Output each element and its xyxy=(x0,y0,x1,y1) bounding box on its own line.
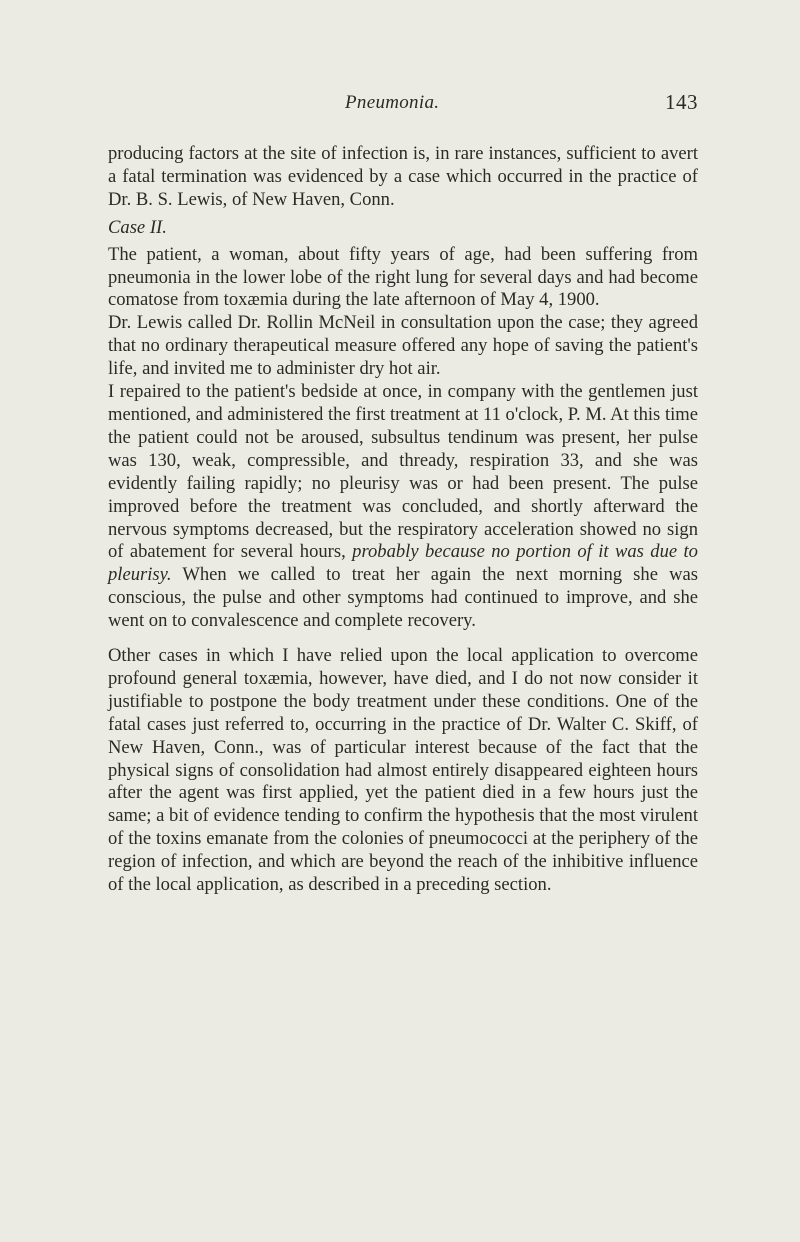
paragraph-consultation: Dr. Lewis called Dr. Rollin McNeil in consultation upon the case; they agreed that no ordinary therapeutical measure offered any hope of saving the patient's life, and invited me to administer dry hot air. xyxy=(108,312,698,380)
paragraph-treatment xyxy=(108,381,698,633)
paragraph-other-cases: Other cases in which I have relied upon the local application to overcome profound general toxæmia, however, have died, and I do not now consider it justifiable to postpone the body treatment under these conditions. One of the fatal cases just referred to, occurring in the practice of Dr. Walter C. Skiff, of New Haven, Conn., was of particular interest because of the fact that the physical signs of consolidation had almost entirely disappeared eighteen hours after the agent was first applied, yet the patient died in a few hours just the same; a bit of evidence tending to confirm the hypothesis that the most virulent of the toxins emanate from the colonies of pneumococci at the periphery of the region of infection, and which are beyond the reach of the inhibitive influence of the local application, as described in a preceding section. xyxy=(108,645,698,896)
paragraph-patient-history: The patient, a woman, about fifty years of age, had been suffering from pneumonia in the lower lobe of the right lung for several days and had become comatose from toxæmia during the late afternoon of May 4, 1900. xyxy=(108,243,698,311)
treatment-emphasis: probably because no portion of it was due to pleurisy. xyxy=(108,541,698,586)
body-text xyxy=(108,143,698,897)
running-head xyxy=(108,92,698,122)
running-title: Pneumonia. xyxy=(345,92,440,113)
treatment-text-a: I repaired to the patient's bedside at once, in company with the gentlemen just mentioned, and administered the first treatment at 11 o'clock, P. M. At this time the patient could not be aroused, subsultus tendinum was present, her pulse was 130, weak, compressible, and thready, respiration 33, and she was evidently failing rapidly; no pleurisy was or had been present. The pulse improved before the treatment was concluded, and shortly afterward the nervous symptoms decreased, but the respiratory acceleration showed no sign of abatement for several hours, xyxy=(108,381,698,563)
paragraph-continuation: producing factors at the site of infection is, in rare instances, sufficient to avert a fatal termination was evidenced by a case which occurred in the practice of Dr. B. S. Lewis, of New Haven, Conn. xyxy=(108,143,698,210)
case-heading: Case II. xyxy=(108,216,167,238)
page-number: 143 xyxy=(665,90,698,114)
treatment-text-b: When we called to treat her again the next morning she was conscious, the pulse and other symptoms had continued to improve, and she went on to convalescence and complete recovery. xyxy=(108,564,698,632)
